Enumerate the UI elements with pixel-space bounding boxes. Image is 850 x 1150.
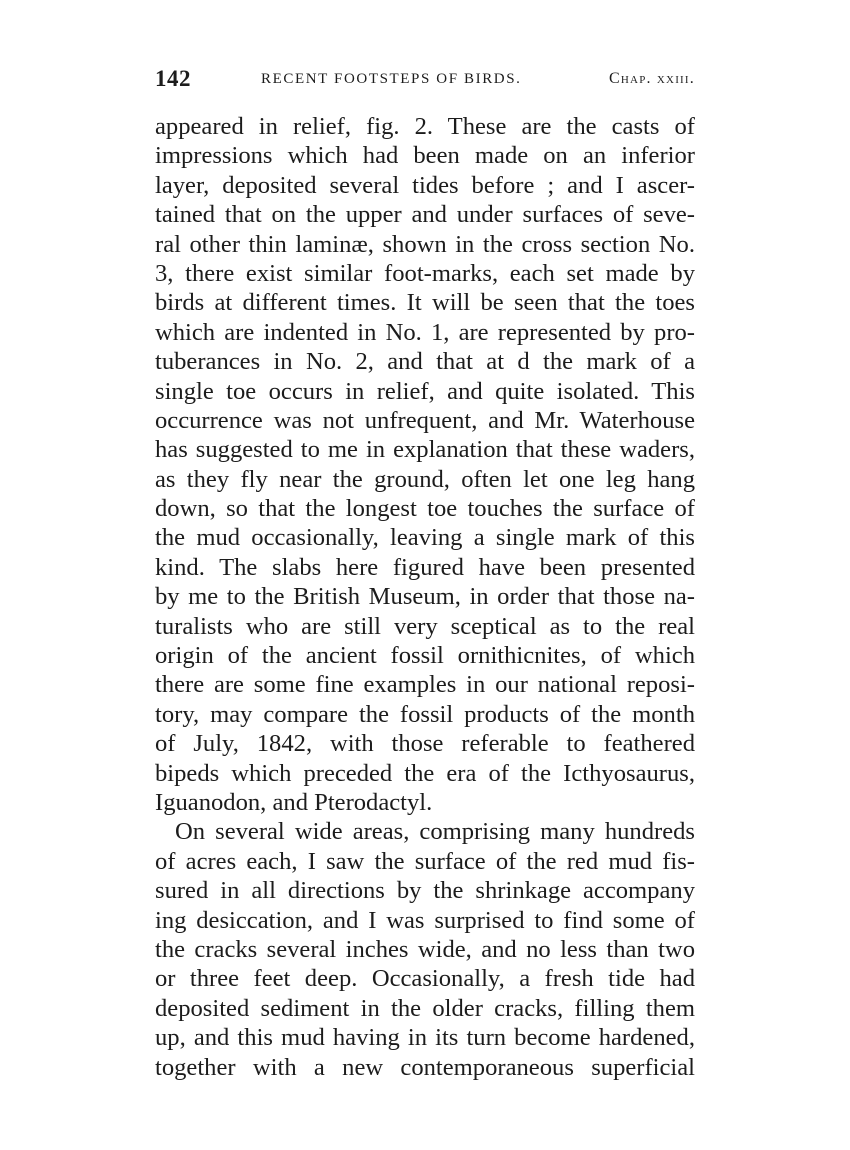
text-line: layer, deposited several tides before ; and I ascer- <box>155 171 695 199</box>
text-line: 3, there exist similar foot-marks, each set made by <box>155 259 695 287</box>
text-line: tained that on the upper and under surfaces of seve- <box>155 201 695 229</box>
text-line: as they fly near the ground, often let one leg hang <box>155 465 695 493</box>
paragraph-2 <box>155 817 695 1082</box>
text-line: occurrence was not unfrequent, and Mr. Waterhouse <box>155 406 695 434</box>
text-line: the mud occasionally, leaving a single mark of this <box>155 524 695 552</box>
text-line: ral other thin laminæ, shown in the cross section No. <box>155 230 695 258</box>
running-title: RECENT FOOTSTEPS OF BIRDS. <box>261 71 522 87</box>
text-line: ing desiccation, and I was surprised to find some of <box>155 906 695 934</box>
text-line: by me to the British Museum, in order that those na- <box>155 583 695 611</box>
text-line: tory, may compare the fossil products of the month <box>155 700 695 728</box>
text-line: impressions which had been made on an inferior <box>155 142 695 170</box>
text-line: or three feet deep. Occasionally, a fresh tide had <box>155 965 695 993</box>
text-line: turalists who are still very sceptical as to the real <box>155 612 695 640</box>
text-line: of July, 1842, with those referable to feathered <box>155 730 695 758</box>
chapter-label: Chap. xxiii. <box>609 70 695 87</box>
text-line: up, and this mud having in its turn become hardened, <box>155 1024 695 1052</box>
text-line: which are indented in No. 1, are represented by pro- <box>155 318 695 346</box>
text-line: birds at different times. It will be seen that the toes <box>155 289 695 317</box>
text-line: bipeds which preceded the era of the Icthyosaurus, <box>155 759 695 787</box>
text-line: On several wide areas, comprising many hundreds <box>175 818 695 846</box>
text-line: single toe occurs in relief, and quite isolated. This <box>155 377 695 405</box>
text-line: appeared in relief, fig. 2. These are the casts of <box>155 113 695 140</box>
page-number: 142 <box>155 66 191 91</box>
text-line: there are some fine examples in our national reposi- <box>155 671 695 699</box>
text-line: origin of the ancient fossil ornithicnites, of which <box>155 642 695 670</box>
text-line: kind. The slabs here figured have been presented <box>155 553 695 581</box>
text-line: deposited sediment in the older cracks, filling them <box>155 994 695 1022</box>
text-line: sured in all directions by the shrinkage accompany <box>155 877 695 905</box>
body-text <box>155 112 695 1082</box>
text-line: of acres each, I saw the surface of the red mud fis- <box>155 847 695 875</box>
text-line: down, so that the longest toe touches the surface of <box>155 495 695 523</box>
text-line: tuberances in No. 2, and that at d the mark of a <box>155 348 695 376</box>
text-line: has suggested to me in explanation that these waders, <box>155 436 695 464</box>
text-line: together with a new contemporaneous superficial <box>155 1053 695 1081</box>
paragraph-1 <box>155 112 695 817</box>
text-line: Iguanodon, and Pterodactyl. <box>155 788 433 816</box>
text-line: the cracks several inches wide, and no less than two <box>155 935 695 963</box>
running-head <box>155 66 695 94</box>
